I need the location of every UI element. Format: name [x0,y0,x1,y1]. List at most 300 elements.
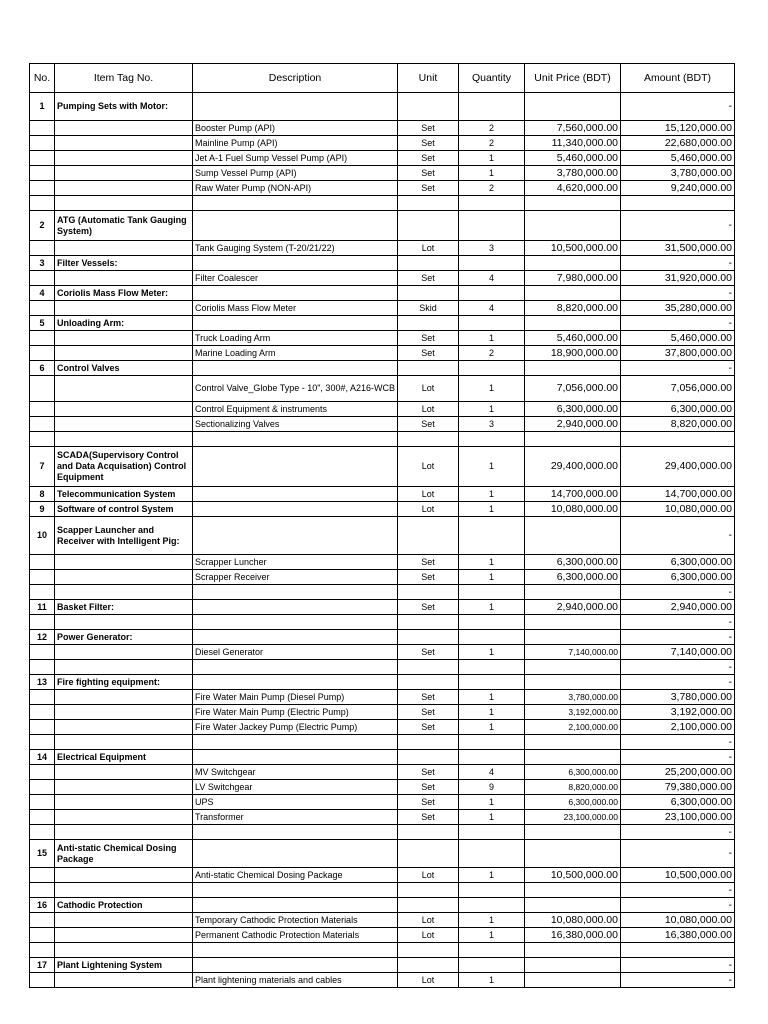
cell-unit-price [525,973,621,988]
cell-item-tag [55,570,193,585]
cell-item-tag [55,166,193,181]
cell-item-tag [55,271,193,286]
cell-amount: - [621,361,735,376]
cell-unit: Set [398,151,459,166]
cell-quantity [459,286,525,301]
cell-no [30,973,55,988]
cell-item-tag: Control Valves [55,361,193,376]
cell-quantity [459,432,525,447]
cell-unit [398,256,459,271]
cell-item-tag [55,868,193,883]
cell-no [30,570,55,585]
cell-amount: - [621,660,735,675]
cell-amount: - [621,256,735,271]
cell-no [30,720,55,735]
cell-no [30,645,55,660]
cell-unit-price: 8,820,000.00 [525,780,621,795]
cell-amount: 6,300,000.00 [621,570,735,585]
cell-unit [398,286,459,301]
col-header-no: No. [30,64,55,93]
cell-quantity: 1 [459,600,525,615]
cell-unit [398,196,459,211]
cell-no [30,166,55,181]
cell-no: 4 [30,286,55,301]
cell-no [30,301,55,316]
table-row [30,645,735,660]
cell-description: Transformer [193,810,398,825]
cell-amount: - [621,630,735,645]
cell-unit-price: 10,500,000.00 [525,868,621,883]
cell-unit-price [525,883,621,898]
cell-no [30,780,55,795]
cell-item-tag: Plant Lightening System [55,958,193,973]
cell-unit: Set [398,705,459,720]
cell-amount: 23,100,000.00 [621,810,735,825]
cell-quantity [459,211,525,241]
cell-description: Jet A-1 Fuel Sump Vessel Pump (API) [193,151,398,166]
cell-item-tag: Scapper Launcher and Receiver with Intelligent Pig: [55,517,193,555]
cell-description: Booster Pump (API) [193,121,398,136]
cell-unit-price: 8,820,000.00 [525,301,621,316]
cell-quantity: 1 [459,868,525,883]
cell-unit: Set [398,346,459,361]
cell-description: MV Switchgear [193,765,398,780]
cell-quantity: 4 [459,271,525,286]
cell-amount [621,432,735,447]
cell-item-tag [55,825,193,840]
cell-unit-price [525,93,621,121]
cell-amount: 29,400,000.00 [621,447,735,487]
cell-amount: - [621,93,735,121]
cell-unit: Set [398,271,459,286]
table-row [30,211,735,241]
cell-unit [398,660,459,675]
cell-item-tag: Fire fighting equipment: [55,675,193,690]
cell-no: 7 [30,447,55,487]
cell-no [30,585,55,600]
cell-quantity: 1 [459,151,525,166]
table-row [30,181,735,196]
cell-item-tag [55,735,193,750]
cell-unit-price [525,196,621,211]
cell-item-tag [55,928,193,943]
cell-item-tag: ATG (Automatic Tank Gauging System) [55,211,193,241]
cell-description: Temporary Cathodic Protection Materials [193,913,398,928]
cell-quantity [459,898,525,913]
cell-amount: 9,240,000.00 [621,181,735,196]
cell-unit: Set [398,600,459,615]
cell-description: Permanent Cathodic Protection Materials [193,928,398,943]
table-row [30,136,735,151]
cell-no [30,825,55,840]
cell-unit-price [525,898,621,913]
cell-unit-price [525,615,621,630]
cell-item-tag: Coriolis Mass Flow Meter: [55,286,193,301]
cell-amount: 35,280,000.00 [621,301,735,316]
cell-unit: Set [398,166,459,181]
cell-unit [398,585,459,600]
bill-of-quantities-table [29,63,735,988]
cell-quantity: 2 [459,346,525,361]
cell-unit-price: 10,080,000.00 [525,502,621,517]
cell-unit-price: 7,140,000.00 [525,645,621,660]
cell-quantity: 4 [459,301,525,316]
cell-description [193,286,398,301]
col-header-quantity: Quantity [459,64,525,93]
cell-quantity: 2 [459,136,525,151]
cell-unit: Lot [398,402,459,417]
cell-amount: 10,080,000.00 [621,502,735,517]
table-row [30,151,735,166]
cell-amount: 8,820,000.00 [621,417,735,432]
cell-amount: - [621,286,735,301]
cell-no [30,913,55,928]
cell-description [193,487,398,502]
cell-unit-price: 7,980,000.00 [525,271,621,286]
cell-description: Raw Water Pump (NON-API) [193,181,398,196]
table-row [30,868,735,883]
cell-quantity [459,316,525,331]
cell-description: Marine Loading Arm [193,346,398,361]
cell-quantity: 1 [459,502,525,517]
cell-description [193,660,398,675]
cell-no: 1 [30,93,55,121]
cell-unit-price [525,286,621,301]
table-row [30,973,735,988]
cell-amount: 25,200,000.00 [621,765,735,780]
cell-quantity [459,615,525,630]
cell-no [30,883,55,898]
cell-unit-price: 7,560,000.00 [525,121,621,136]
cell-item-tag [55,301,193,316]
cell-amount: 2,100,000.00 [621,720,735,735]
table-row [30,316,735,331]
cell-quantity: 1 [459,810,525,825]
cell-unit [398,93,459,121]
cell-amount: 10,080,000.00 [621,913,735,928]
cell-quantity [459,675,525,690]
table-row [30,780,735,795]
cell-unit-price: 3,780,000.00 [525,166,621,181]
table-row [30,765,735,780]
cell-unit: Set [398,780,459,795]
cell-no [30,402,55,417]
col-header-unit-price: Unit Price (BDT) [525,64,621,93]
table-row [30,690,735,705]
cell-quantity: 1 [459,690,525,705]
cell-quantity: 1 [459,376,525,402]
table-row [30,517,735,555]
cell-item-tag [55,136,193,151]
table-row [30,346,735,361]
col-header-description: Description [193,64,398,93]
cell-amount: - [621,211,735,241]
cell-unit: Set [398,331,459,346]
cell-description [193,196,398,211]
cell-item-tag: Filter Vessels: [55,256,193,271]
cell-quantity: 1 [459,645,525,660]
cell-unit: Set [398,810,459,825]
cell-quantity: 1 [459,447,525,487]
cell-unit-price: 14,700,000.00 [525,487,621,502]
cell-unit [398,517,459,555]
cell-unit [398,825,459,840]
cell-quantity: 4 [459,765,525,780]
cell-quantity [459,958,525,973]
cell-item-tag: Basket Filter: [55,600,193,615]
cell-quantity: 1 [459,795,525,810]
cell-quantity: 1 [459,720,525,735]
cell-item-tag [55,121,193,136]
cell-quantity [459,735,525,750]
cell-quantity [459,750,525,765]
table-row [30,121,735,136]
cell-description [193,675,398,690]
cell-unit-price [525,361,621,376]
cell-item-tag [55,780,193,795]
cell-description: Plant lightening materials and cables [193,973,398,988]
cell-amount: 79,380,000.00 [621,780,735,795]
cell-quantity: 1 [459,705,525,720]
cell-quantity [459,256,525,271]
cell-item-tag [55,973,193,988]
cell-unit [398,615,459,630]
cell-unit-price: 4,620,000.00 [525,181,621,196]
cell-unit-price [525,660,621,675]
cell-unit-price: 6,300,000.00 [525,402,621,417]
cell-unit-price [525,432,621,447]
cell-item-tag [55,376,193,402]
cell-unit [398,211,459,241]
cell-unit-price [525,256,621,271]
cell-description: Fire Water Main Pump (Electric Pump) [193,705,398,720]
cell-unit: Set [398,690,459,705]
cell-item-tag: Power Generator: [55,630,193,645]
cell-item-tag [55,417,193,432]
cell-description: Anti-static Chemical Dosing Package [193,868,398,883]
table-row [30,600,735,615]
table-row [30,331,735,346]
cell-quantity: 1 [459,928,525,943]
cell-unit [398,750,459,765]
cell-amount: 14,700,000.00 [621,487,735,502]
cell-unit-price [525,750,621,765]
table-row [30,705,735,720]
cell-unit-price: 3,192,000.00 [525,705,621,720]
cell-unit [398,361,459,376]
cell-no: 14 [30,750,55,765]
cell-no [30,690,55,705]
cell-item-tag: Electrical Equipment [55,750,193,765]
cell-description [193,840,398,868]
header-row [30,64,735,93]
cell-no [30,181,55,196]
cell-unit [398,958,459,973]
cell-description: Sump Vessel Pump (API) [193,166,398,181]
cell-no [30,765,55,780]
table-row [30,286,735,301]
cell-unit [398,675,459,690]
table-row [30,913,735,928]
cell-description [193,316,398,331]
cell-unit: Set [398,121,459,136]
cell-quantity [459,825,525,840]
cell-unit-price: 16,380,000.00 [525,928,621,943]
cell-amount: 3,780,000.00 [621,166,735,181]
cell-item-tag [55,883,193,898]
cell-amount: 37,800,000.00 [621,346,735,361]
cell-no [30,735,55,750]
cell-description [193,600,398,615]
cell-unit-price: 10,080,000.00 [525,913,621,928]
cell-amount: 15,120,000.00 [621,121,735,136]
cell-description: Fire Water Main Pump (Diesel Pump) [193,690,398,705]
cell-quantity: 3 [459,241,525,256]
cell-unit: Set [398,181,459,196]
cell-no: 3 [30,256,55,271]
cell-amount: 2,940,000.00 [621,600,735,615]
cell-item-tag [55,690,193,705]
cell-no: 2 [30,211,55,241]
cell-no [30,417,55,432]
cell-description: Mainline Pump (API) [193,136,398,151]
col-header-unit: Unit [398,64,459,93]
cell-amount: 7,140,000.00 [621,645,735,660]
cell-no: 12 [30,630,55,645]
cell-no [30,615,55,630]
cell-unit-price: 23,100,000.00 [525,810,621,825]
cell-no [30,660,55,675]
table-row [30,883,735,898]
col-header-item-tag: Item Tag No. [55,64,193,93]
cell-amount: - [621,973,735,988]
cell-item-tag [55,151,193,166]
cell-quantity: 1 [459,487,525,502]
cell-unit-price: 6,300,000.00 [525,555,621,570]
cell-unit [398,840,459,868]
cell-item-tag [55,660,193,675]
cell-quantity [459,517,525,555]
cell-amount: - [621,735,735,750]
cell-item-tag: Software of control System [55,502,193,517]
cell-description: Fire Water Jackey Pump (Electric Pump) [193,720,398,735]
cell-item-tag [55,615,193,630]
cell-amount: 6,300,000.00 [621,795,735,810]
cell-unit-price: 6,300,000.00 [525,570,621,585]
cell-no [30,943,55,958]
cell-quantity [459,840,525,868]
cell-no [30,555,55,570]
cell-quantity: 1 [459,555,525,570]
cell-unit-price: 18,900,000.00 [525,346,621,361]
table-row [30,432,735,447]
cell-quantity: 1 [459,570,525,585]
table-row [30,675,735,690]
cell-item-tag [55,913,193,928]
cell-unit [398,898,459,913]
cell-unit-price: 11,340,000.00 [525,136,621,151]
cell-description [193,615,398,630]
cell-no [30,331,55,346]
cell-description [193,630,398,645]
cell-description [193,750,398,765]
cell-description: Scrapper Receiver [193,570,398,585]
cell-item-tag [55,810,193,825]
cell-unit-price: 6,300,000.00 [525,765,621,780]
table-row [30,555,735,570]
cell-item-tag [55,196,193,211]
cell-unit: Lot [398,487,459,502]
cell-unit [398,316,459,331]
cell-unit: Lot [398,868,459,883]
cell-unit-price: 10,500,000.00 [525,241,621,256]
cell-quantity [459,585,525,600]
cell-quantity: 2 [459,181,525,196]
cell-no [30,151,55,166]
table-row [30,898,735,913]
table-row [30,615,735,630]
table-row [30,376,735,402]
cell-unit-price [525,840,621,868]
cell-quantity: 1 [459,331,525,346]
cell-unit-price: 6,300,000.00 [525,795,621,810]
cell-quantity: 1 [459,402,525,417]
table-row [30,487,735,502]
cell-description [193,735,398,750]
cell-no [30,795,55,810]
cell-unit: Lot [398,376,459,402]
cell-no [30,121,55,136]
cell-description: Truck Loading Arm [193,331,398,346]
cell-description: Control Equipment & instruments [193,402,398,417]
cell-description: UPS [193,795,398,810]
cell-amount: - [621,958,735,973]
cell-amount [621,943,735,958]
cell-unit-price: 2,100,000.00 [525,720,621,735]
table-row [30,720,735,735]
cell-unit: Skid [398,301,459,316]
table-row [30,361,735,376]
cell-item-tag [55,241,193,256]
cell-amount: 31,500,000.00 [621,241,735,256]
cell-no: 9 [30,502,55,517]
cell-amount: - [621,585,735,600]
cell-description: Tank Gauging System (T-20/21/22) [193,241,398,256]
cell-amount: - [621,750,735,765]
cell-amount: - [621,840,735,868]
table-row [30,825,735,840]
cell-item-tag [55,585,193,600]
cell-item-tag [55,331,193,346]
cell-item-tag [55,943,193,958]
cell-quantity: 2 [459,121,525,136]
cell-no: 5 [30,316,55,331]
cell-unit-price [525,675,621,690]
cell-no [30,376,55,402]
table-row [30,402,735,417]
cell-description: Coriolis Mass Flow Meter [193,301,398,316]
table-row [30,630,735,645]
cell-item-tag [55,346,193,361]
cell-quantity [459,361,525,376]
table-row [30,958,735,973]
cell-description [193,825,398,840]
cell-amount: - [621,883,735,898]
table-row [30,166,735,181]
cell-no [30,868,55,883]
cell-no [30,196,55,211]
table-row [30,660,735,675]
